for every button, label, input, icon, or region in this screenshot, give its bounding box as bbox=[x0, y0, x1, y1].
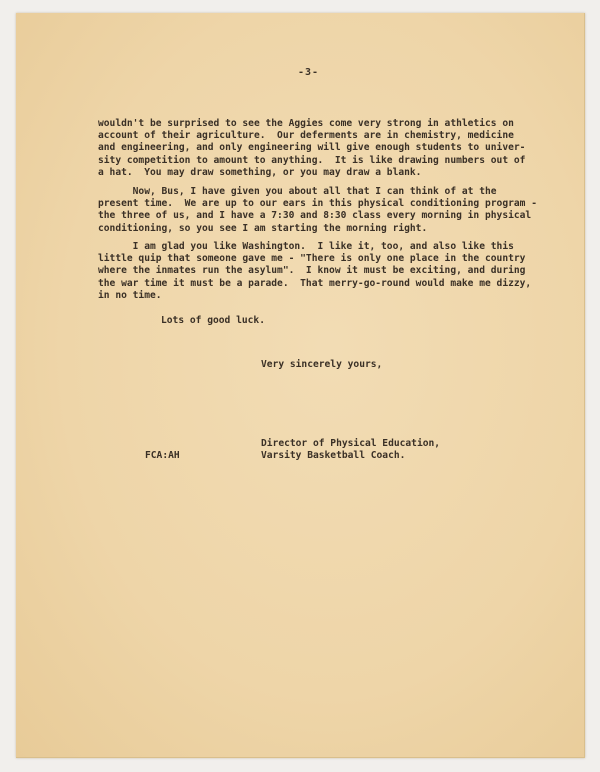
signature-titles bbox=[261, 438, 440, 462]
text-line: Now, Bus, I have given you about all that I can think of at the bbox=[98, 186, 497, 197]
complimentary-close: Very sincerely yours, bbox=[261, 359, 383, 370]
reference-initials: FCA:AH bbox=[145, 450, 180, 461]
text-line: present time. We are up to our ears in this physical conditioning program - bbox=[98, 198, 537, 210]
paragraph-conditioning bbox=[98, 186, 537, 235]
text-line: a hat. You may draw something, or you may draw a blank. bbox=[98, 166, 422, 178]
page-number: -3- bbox=[298, 67, 320, 78]
text-line: little quip that someone gave me - "There is only one place in the country bbox=[98, 253, 526, 265]
closing-line: Lots of good luck. bbox=[161, 315, 265, 326]
text-line: sity competition to amount to anything. It is like drawing numbers out of bbox=[98, 154, 526, 166]
text-line: conditioning, so you see I am starting the morning right. bbox=[98, 222, 428, 234]
signature-title-line: Director of Physical Education, bbox=[261, 438, 441, 449]
text-line: where the inmates run the asylum". I know it must be exciting, and during bbox=[98, 265, 526, 277]
text-line: I am glad you like Washington. I like it, too, and also like this bbox=[98, 241, 514, 252]
text-line: the three of us, and I have a 7:30 and 8:30 class every morning in physical bbox=[98, 210, 532, 222]
text-line: the war time it must be a parade. That merry-go-round would make me dizzy, bbox=[98, 277, 532, 289]
text-line: and engineering, and only engineering will give enough students to univer- bbox=[98, 142, 526, 154]
paragraph-aggies bbox=[98, 118, 525, 179]
signature-title-line: Varsity Basketball Coach. bbox=[261, 450, 406, 462]
text-line: account of their agriculture. Our deferments are in chemistry, medicine bbox=[98, 130, 514, 142]
text-line: wouldn't be surprised to see the Aggies come very strong in athletics on bbox=[98, 118, 514, 129]
paragraph-washington bbox=[98, 241, 531, 302]
text-line: in no time. bbox=[98, 289, 162, 301]
